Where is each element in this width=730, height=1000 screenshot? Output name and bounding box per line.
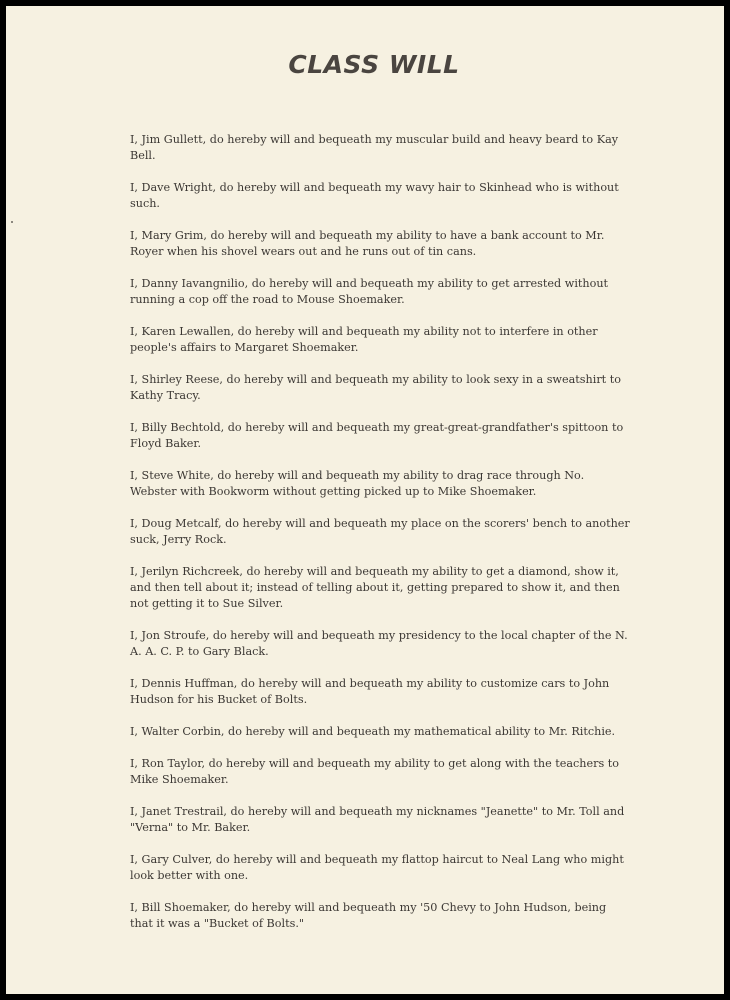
will-entry: I, Jon Stroufe, do hereby will and bequeath my presidency to the local chapter of the N. A. A. C. P. to Gary Black.: [130, 629, 628, 658]
will-entry: I, Dave Wright, do hereby will and bequeath my wavy hair to Skinhead who is without such.: [130, 181, 619, 210]
class-will-list: [130, 132, 630, 948]
page-title: CLASS WILL: [288, 50, 460, 79]
paper-speck: [11, 221, 13, 223]
will-entry: I, Janet Trestrail, do hereby will and bequeath my nicknames "Jeanette" to Mr. Toll and "Verna" to Mr. Baker.: [130, 805, 625, 834]
will-entry: I, Gary Culver, do hereby will and bequeath my flattop haircut to Neal Lang who might look better with one.: [130, 853, 624, 882]
will-entry: I, Jerilyn Richcreek, do hereby will and bequeath my ability to get a diamond, show it, and then tell about it; instead of telling about it, getting prepared to show it, and then not getting it to Sue Silver.: [130, 565, 620, 610]
will-entry: I, Ron Taylor, do hereby will and bequeath my ability to get along with the teachers to Mike Shoemaker.: [130, 757, 620, 786]
will-entry: I, Mary Grim, do hereby will and bequeath my ability to have a bank account to Mr. Royer when his shovel wears out and he runs out of tin cans.: [130, 229, 605, 258]
document-page: [6, 6, 724, 994]
will-entry: I, Karen Lewallen, do hereby will and bequeath my ability not to interfere in other people's affairs to Margaret Shoemaker.: [130, 325, 598, 354]
will-entry: I, Danny Iavangnilio, do hereby will and bequeath my ability to get arrested without running a cop off the road to Mouse Shoemaker.: [130, 277, 609, 306]
will-entry: I, Shirley Reese, do hereby will and bequeath my ability to look sexy in a sweatshirt to Kathy Tracy.: [130, 373, 621, 402]
will-entry: I, Steve White, do hereby will and bequeath my ability to drag race through No. Webster with Bookworm without getting picked up to Mike Shoemaker.: [130, 469, 585, 498]
will-entry: I, Doug Metcalf, do hereby will and bequeath my place on the scorers' bench to another suck, Jerry Rock.: [130, 517, 630, 546]
will-entry: I, Jim Gullett, do hereby will and bequeath my muscular build and heavy beard to Kay Bell.: [130, 133, 619, 162]
will-entry: I, Bill Shoemaker, do hereby will and bequeath my '50 Chevy to John Hudson, being that it was a "Bucket of Bolts.": [130, 901, 607, 930]
will-entry: I, Walter Corbin, do hereby will and bequeath my mathematical ability to Mr. Ritchie.: [130, 725, 616, 738]
will-entry: I, Billy Bechtold, do hereby will and bequeath my great-great-grandfather's spittoon to Floyd Baker.: [130, 421, 624, 450]
will-entry: I, Dennis Huffman, do hereby will and bequeath my ability to customize cars to John Hudson for his Bucket of Bolts.: [130, 677, 610, 706]
